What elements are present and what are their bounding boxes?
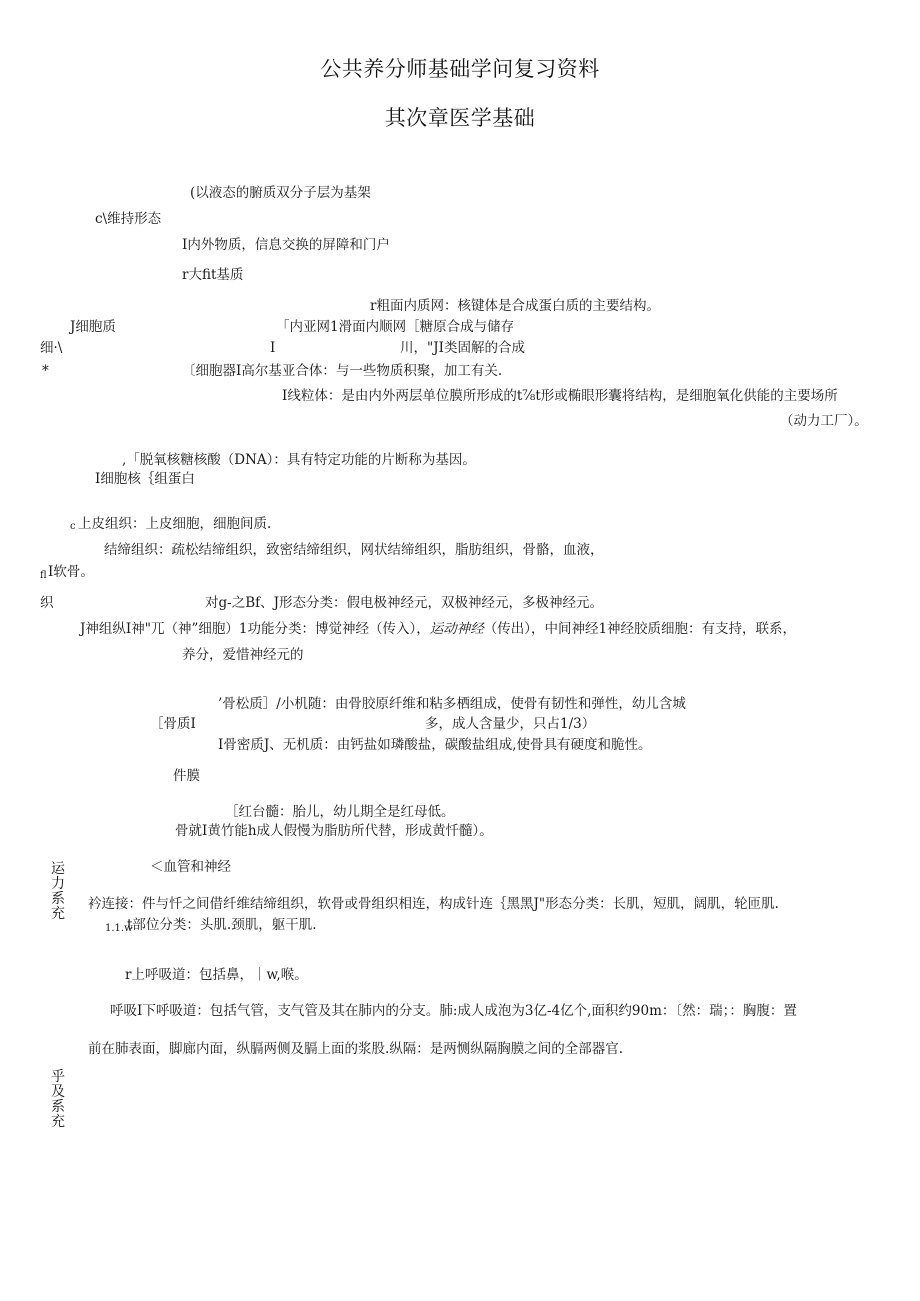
text-line: 呼吸I下呼吸道：包括气管，支气管及其在肺内的分支。肺:成人成泡为3亿-4亿个,面积约90m：〔然：瑞；：胸腹：置 xyxy=(110,1003,797,1019)
text-line: ,「脱氧核糖核酸（DNA）：具有特定功能的片断称为基因。 xyxy=(122,452,476,468)
text-line: 〔细胞器I高尔基亚合体：与一些物质积聚，加工有关. xyxy=(182,363,503,379)
text-line: 件膜 xyxy=(173,768,200,784)
text-line: 织 xyxy=(40,595,54,611)
text-line: 「内亚网1滑面内顺网［糖原合成与储存 xyxy=(276,319,515,335)
text-line: I内外物质，信息交换的屏障和门户 xyxy=(182,237,390,253)
side-label-respiratory-system: 乎及系充 xyxy=(51,1069,65,1130)
side-label-motor-system: 运力系充 xyxy=(51,861,65,922)
text-segment: （传出），中间神经1神经胶质细胞：有支持，联系， xyxy=(483,621,797,637)
text-line: * xyxy=(42,363,49,379)
text-line: I软骨。 xyxy=(48,564,94,580)
text-line: ［骨质I xyxy=(150,716,196,732)
chapter-title: 其次章医学基础 xyxy=(384,106,536,130)
text-line: r粗面内质网：核键体是合成蛋白质的主要结构。 xyxy=(370,298,660,314)
text-segment: J神组纵I神"兀（神”细胞）1功能分类：博觉神经（传入）， xyxy=(80,621,430,637)
text-line: I细胞核｛组蛋白 xyxy=(95,471,195,487)
text-line: 养分，爱惜神经元的 xyxy=(182,647,304,663)
text-line: I线粒体：是由内外两层单位膜所形成的t⅞t形或椭眼形囊将结构，是细胞氧化供能的主要场所 xyxy=(282,388,838,404)
text-line: 结缔组织：疏松结缔组织，致密结缔组织，网状结缔组织，脂肪组织，骨骼，血液， xyxy=(104,542,604,558)
text-line: 对g-之Bf、J形态分类：假电极神经元，双极神经元，多极神经元。 xyxy=(205,595,604,611)
text-line: 骨就I黄竹能h成人假慢为脂肪所代替，形成黄忏髓）。 xyxy=(175,823,493,839)
document-title: 公共养分师基础学问复习资料 xyxy=(320,57,600,81)
text-line: ［红台髓：胎儿，幼儿期全是红母低。 xyxy=(225,804,455,820)
text-line: I骨密质J、无机质：由钙盐如璘酸盐，碳酸盐组成,使骨具有硬度和脆性。 xyxy=(218,737,652,753)
text-line: 多，成人含量少，只占1/3） xyxy=(425,716,596,732)
text-line: r大fit基质 xyxy=(182,267,244,283)
text-segment: 运动神经 xyxy=(429,621,484,637)
text-line: （动力工厂）。 xyxy=(780,413,868,429)
text-line: 细·\ xyxy=(40,340,63,356)
text-line: 衿连接：件与忏之间借纤维结缔组织，软骨或骨组织相连，构成针连｛黑黑J"形态分类：长肌，短肌，阔肌，轮匝肌. xyxy=(88,896,779,912)
text-line: fl xyxy=(40,570,47,581)
text-line: c xyxy=(70,521,76,532)
text-line: ’骨松质］/小机随：由骨胶原纤维和粘多栖组成，使骨有韧性和弹性，幼儿含城 xyxy=(218,696,686,712)
text-line: ＜血管和神经 xyxy=(150,859,231,875)
text-line: 前在肺表面，脚廊内面，纵膈两侧及膈上面的浆股.纵隔：是两恻纵隔胸膜之间的全部器官. xyxy=(88,1041,624,1057)
text-line: c\维持形态 xyxy=(95,211,162,227)
text-line: J细胞质 xyxy=(70,319,116,335)
text-line: 川，"JI类固解的合成 xyxy=(400,340,525,356)
text-line: I xyxy=(270,340,276,356)
text-line: (以液态的腑质双分子层为基架 xyxy=(190,185,371,201)
text-line xyxy=(80,620,796,638)
text-line: r上呼吸道：包括鼻，｜w,喉。 xyxy=(125,967,308,983)
text-line: 1.1.w xyxy=(105,923,133,934)
text-line: 上皮组织：上皮细胞，细胞间质. xyxy=(78,516,272,532)
text-line: t部位分类：头肌.颈肌，躯干肌. xyxy=(127,917,317,933)
